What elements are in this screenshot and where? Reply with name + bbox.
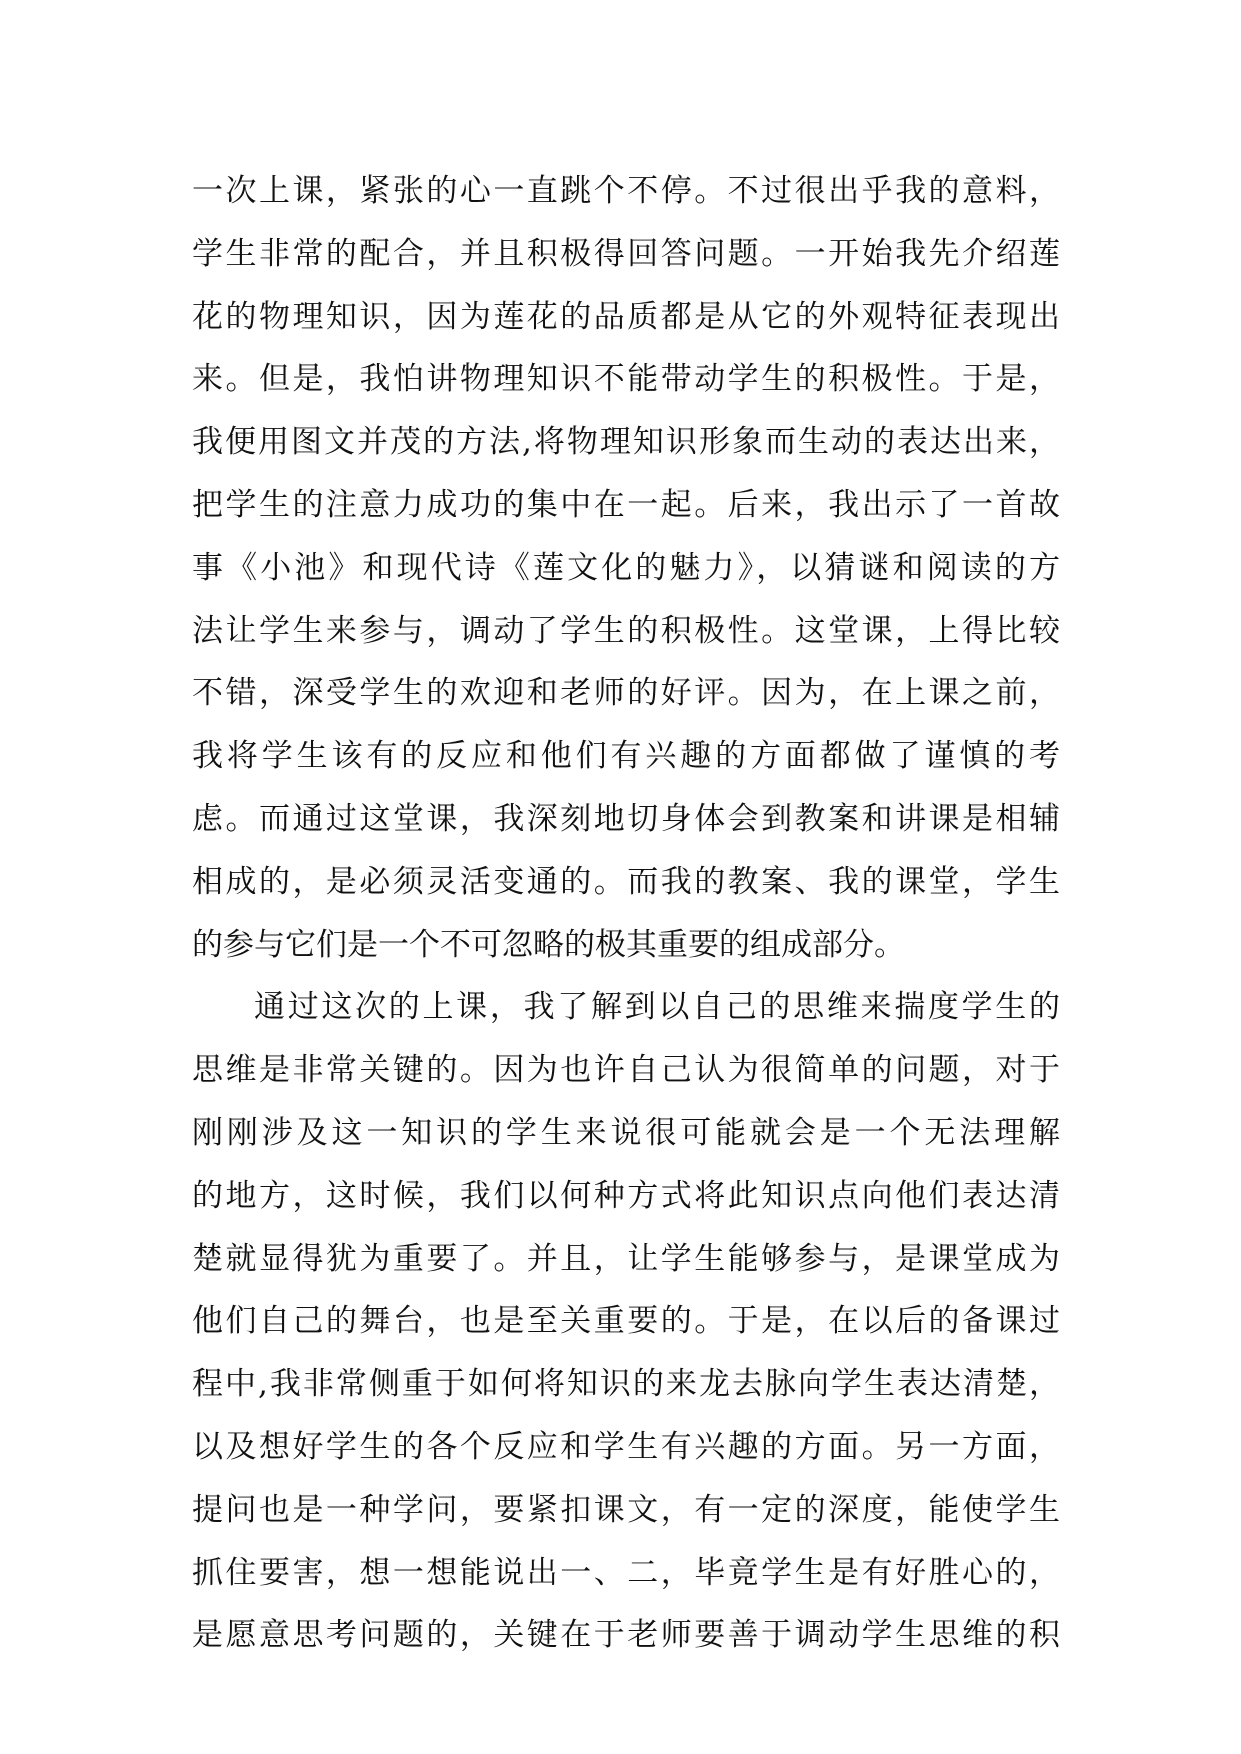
text-line: 是愿意思考问题的，关键在于老师要善于调动学生思维的积 bbox=[192, 1617, 1060, 1654]
text-line: 事《小池》和现代诗《莲文化的魅力》，以猜谜和阅读的方 bbox=[192, 549, 1060, 586]
text-line-indented: 通过这次的上课，我了解到以自己的思维来揣度学生的 bbox=[254, 989, 1060, 1026]
text-line: 我便用图文并茂的方法,将物理知识形象而生动的表达出来， bbox=[192, 424, 1060, 461]
text-line: 的地方，这时候，我们以何种方式将此知识点向他们表达清 bbox=[192, 1177, 1060, 1214]
text-line: 思维是非常关键的。因为也许自己认为很简单的问题，对于 bbox=[192, 1052, 1060, 1089]
text-line: 抓住要害，想一想能说出一、二，毕竟学生是有好胜心的， bbox=[192, 1554, 1060, 1591]
body-text bbox=[192, 160, 1060, 1667]
paragraph-1 bbox=[192, 160, 1060, 976]
text-line: 以及想好学生的各个反应和学生有兴趣的方面。另一方面， bbox=[192, 1428, 1060, 1465]
text-line: 虑。而通过这堂课，我深刻地切身体会到教案和讲课是相辅 bbox=[192, 800, 1060, 837]
text-line: 程中,我非常侧重于如何将知识的来龙去脉向学生表达清楚， bbox=[192, 1366, 1060, 1403]
text-line: 相成的，是必须灵活变通的。而我的教案、我的课堂，学生 bbox=[192, 863, 1060, 900]
text-line: 提问也是一种学问，要紧扣课文，有一定的深度，能使学生 bbox=[192, 1491, 1060, 1528]
text-line: 把学生的注意力成功的集中在一起。后来，我出示了一首故 bbox=[192, 486, 1060, 523]
text-line: 我将学生该有的反应和他们有兴趣的方面都做了谨慎的考 bbox=[192, 738, 1060, 775]
text-line: 刚刚涉及这一知识的学生来说很可能就会是一个无法理解 bbox=[192, 1114, 1060, 1151]
paragraph-2 bbox=[192, 976, 1060, 1667]
text-line: 他们自己的舞台，也是至关重要的。于是，在以后的备课过 bbox=[192, 1303, 1060, 1340]
text-line: 一次上课，紧张的心一直跳个不停。不过很出乎我的意料， bbox=[192, 173, 1060, 209]
text-line: 花的物理知识，因为莲花的品质都是从它的外观特征表现出 bbox=[192, 298, 1060, 335]
text-line: 来。但是，我怕讲物理知识不能带动学生的积极性。于是， bbox=[192, 361, 1060, 398]
text-line: 学生非常的配合，并且积极得回答问题。一开始我先介绍莲 bbox=[192, 235, 1060, 272]
text-line: 法让学生来参与，调动了学生的积极性。这堂课，上得比较 bbox=[192, 612, 1060, 649]
text-line-last: 的参与它们是一个不可忽略的极其重要的组成部分。 bbox=[192, 926, 905, 963]
text-line: 楚就显得犹为重要了。并且，让学生能够参与，是课堂成为 bbox=[192, 1240, 1060, 1277]
text-line: 不错，深受学生的欢迎和老师的好评。因为，在上课之前， bbox=[192, 675, 1060, 712]
